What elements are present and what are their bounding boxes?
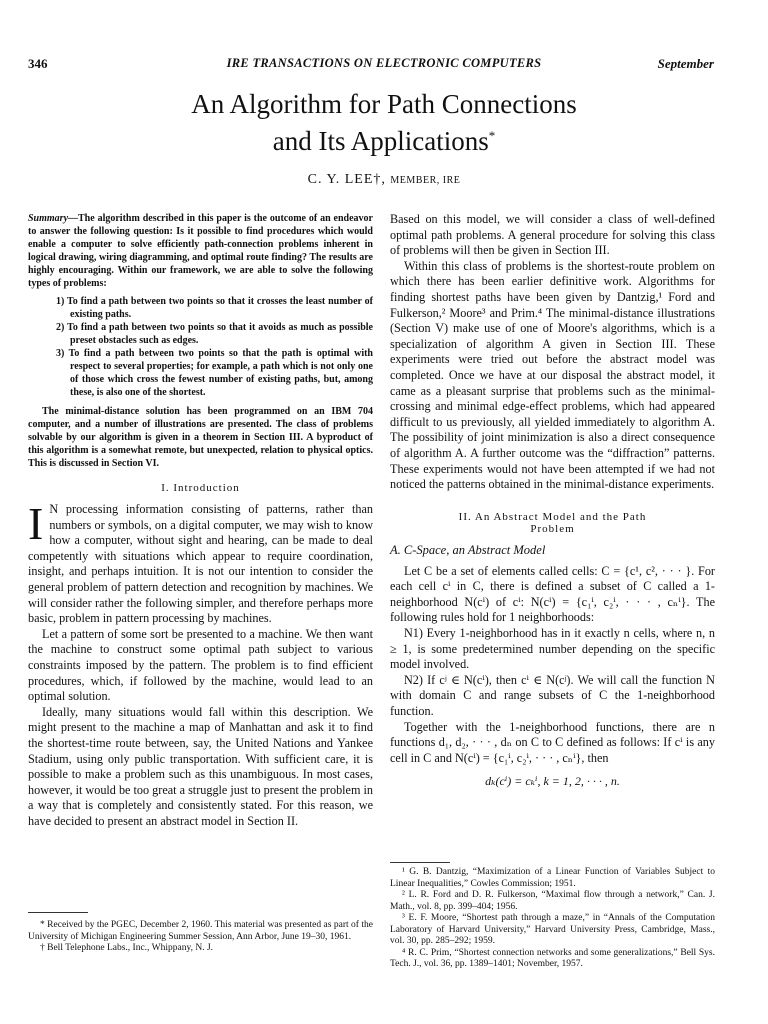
summary-lead: Summary— — [28, 213, 79, 224]
summary-paragraph — [28, 212, 373, 290]
summary-item-1: 1) To find a path between two points so that it crosses the least number of existing paths. — [56, 296, 373, 320]
intro-paragraph-1 — [28, 498, 373, 627]
section-heading-line-2: Problem — [530, 522, 575, 535]
author-name: C. Y. LEE†, — [307, 172, 386, 187]
drop-cap: I — [28, 498, 44, 549]
page-number: 346 — [28, 56, 48, 71]
title-line-1: An Algorithm for Path Connections — [191, 89, 577, 119]
right-paragraph-6: Together with the 1-neighborhood functions, there are n functions d₁, d₂, · · · , dₙ on C to C defined as follows: If cⁱ is any cell in C and N(cⁱ) = {c₁ⁱ, c₂ⁱ, · · · , cₙⁱ}, then — [390, 719, 715, 765]
reference-1: ¹ G. B. Dantzig, “Maximization of a Linear Function of Variables Subject to Linear Inequalities,” Cowles Commission; 1951. — [390, 867, 715, 889]
right-paragraph-1: Based on this model, we will consider a class of well-defined optimal path problems. A general procedure for solving this class of problems will then be given in Section III. — [390, 212, 715, 258]
rule-n2: N2) If cʲ ∈ N(cⁱ), then cⁱ ∈ N(cʲ). We will call the function N with domain C and range subsets of C the 1-neighborhood function. — [390, 672, 715, 719]
references-rule — [390, 862, 450, 863]
summary-item-2: 2) To find a path between two points so that it avoids as much as possible preset obstacles such as edges. — [56, 322, 373, 346]
summary-text: The algorithm described in this paper is the outcome of an endeavor to answer the following question: Is it possible to find procedures which would enable a computer to solve efficiently path-connection problems inherent in logical drawing, wiring diagramming, and optimal route finding? The results are highly encouraging. Within our framework, we are able to solve the following types of problems: — [28, 213, 373, 289]
subsection-heading: A. C-Space, an Abstract Model — [390, 542, 546, 557]
author-line — [0, 172, 768, 188]
section-heading-abstract-model — [390, 511, 715, 535]
rule-n1: N1) Every 1-neighborhood has in it exactly n cells, where n, n ≥ 1, is some predetermined number depending on the specific model involved. — [390, 626, 715, 672]
running-header — [0, 56, 768, 76]
section-heading-introduction: I. Introduction — [161, 482, 240, 494]
section-heading-line-1: II. An Abstract Model and the Path — [458, 510, 647, 523]
title-line-2: and Its Applications — [272, 126, 489, 156]
right-paragraph-2: Within this class of problems is the shortest-route problem on which there has been earlier definitive work. Algorithms for finding shortest paths have been given by Dantzig,¹ Ford and Fulkerson,² Moore³ and Prim.⁴ The minimal-distance illustrations (Section V) make use of one of Moore's algorithms, which is a specialization of algorithm A given in Section III. These experiments were tried out before the abstract model was completed. Once we have at our disposal the abstract model, it came as a pleasant surprise that problems such as the minimal-crossing and minimal edge-effect problems, which had appeared difficult to us previously, all yielded immediately to algorithm A. The possibility of joint minimization is also a direct consequence of algorithm A. A further outcome was the “diffraction” patterns. These experiments would not have been attempted if we had not noticed the patterns obtained in the minimal-distance experiments. — [390, 258, 715, 492]
footnotes — [28, 920, 373, 955]
intro-paragraph-3: Ideally, many situations would fall within this description. We might present to the machine a map of Manhattan and ask it to find the shortest-time route between, say, the United Nations and Yankee Stadium, using only public transportation. With sufficient care, it is possible to make a problem such as this unambiguous. In most cases, however, it would be too great a struggle just to present the problem in a way that is completely and consistently stated. For this reason, we have decided to present an abstract model in Section II. — [28, 704, 373, 828]
reference-4: ⁴ R. C. Prim, “Shortest connection networks and some generalizations,” Bell Sys. Tech. J., vol. 36, pp. 1389–1401; November, 1957. — [390, 947, 715, 969]
intro-paragraph-2: Let a pattern of some sort be presented to a machine. We then want the machine to construct some optimal path subject to various constraints imposed by the pattern. The problem is to find efficient procedures, which, if followed by the machine, would lead to an optimal solution. — [28, 626, 373, 704]
footnote-rule — [28, 912, 88, 913]
right-paragraph-3: Let C be a set of elements called cells: C = {c¹, c², · · · }. For each cell cⁱ in C, there is defined a subset of C called a 1-neighborhood N(cⁱ) of cⁱ: N(cⁱ) = {c₁ⁱ, c₂ⁱ, · · · , cₙⁱ}. The following rules hold for 1 neighborhoods: — [390, 563, 715, 625]
reference-2: ² L. R. Ford and D. R. Fulkerson, “Maximal flow through a network,” Can. J. Math., vol. 8, pp. 399–404; 1956. — [390, 890, 715, 912]
equation: dₖ(cⁱ) = cₖⁱ, k = 1, 2, · · · , n. — [485, 774, 620, 789]
summary-item-3: 3) To find a path between two points so that the path is optimal with respect to several properties; for example, a path which is not only one of those which cross the fewest number of existing paths, but, among these, is also one of the shortest. — [56, 348, 373, 398]
title-footnote-mark: * — [488, 128, 496, 143]
journal-name: IRE TRANSACTIONS ON ELECTRONIC COMPUTERS — [226, 56, 542, 70]
footnote-received: * Received by the PGEC, December 2, 1960. This material was presented as part of the University of Michigan Engineering Summer Session, Ann Arbor, June 19–30, 1961. — [28, 920, 373, 942]
summary-list — [28, 295, 373, 399]
left-column — [28, 212, 373, 829]
paper-title — [0, 88, 768, 157]
right-column — [390, 212, 715, 797]
summary-paragraph-2: The minimal-distance solution has been programmed on an IBM 704 computer, and a number of illustrations are presented. The class of problems solvable by our algorithm is given in a theorem in Section III. A byproduct of this algorithm is a somewhat remote, but unexpected, relation to physical optics. This is discussed in Section VI. — [28, 406, 373, 469]
issue-month: September — [657, 56, 714, 71]
reference-3: ³ E. F. Moore, “Shortest path through a maze,” in “Annals of the Computation Laboratory of Harvard University,” Harvard University Press, Cambridge, Mass., vol. 30, pp. 285–292; 1959. — [390, 913, 715, 946]
author-affiliation: MEMBER, IRE — [390, 175, 461, 186]
references — [390, 867, 715, 971]
footnote-affiliation: † Bell Telephone Labs., Inc., Whippany, N. J. — [40, 943, 214, 953]
intro-text-1: N processing information consisting of patterns, rather than numbers or symbols, on a digital computer, we may wish to know how a computer, without sight and hearing, can be made to deal competently with situations which appear to require coordination, insight, and perhaps intuition. It is not our intention to consider the general problem of pattern detection and recognition by machines. We will consider rather the following simpler, and therefore perhaps more basic, problem in pattern processing by machines. — [28, 502, 373, 626]
